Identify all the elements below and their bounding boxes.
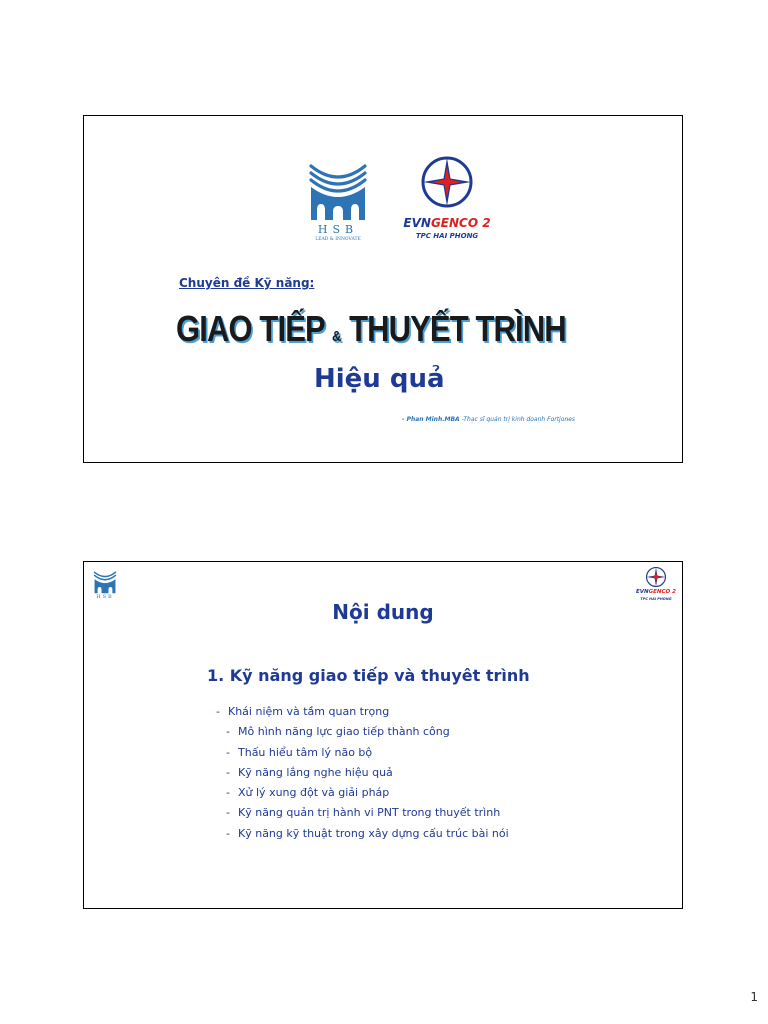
hsb-logo-name: HSB xyxy=(317,223,359,236)
author-name: - Phan Minh.MBA xyxy=(402,416,460,423)
title-ampersand: & xyxy=(331,328,342,345)
hsb-logo xyxy=(307,160,369,245)
list-item: - Thấu hiểu tâm lý não bộ xyxy=(226,745,373,759)
hsb-bridge-icon xyxy=(92,570,118,594)
topic-label: Chuyên đề Kỹ năng: xyxy=(179,276,315,290)
evn-brand: EVNGENCO 2 xyxy=(636,589,676,595)
contents-list xyxy=(216,705,509,847)
list-item: - Mô hình năng lực giao tiếp thành công xyxy=(226,725,450,739)
main-title xyxy=(176,308,566,350)
list-item: - Kỹ năng kỹ thuật trong xây dựng cấu trúc bài nói xyxy=(226,826,509,840)
hsb-bridge-icon xyxy=(307,160,369,222)
hsb-logo-name: HSB xyxy=(96,594,114,600)
slide-title xyxy=(83,115,683,463)
list-item: - Xử lý xung đột và giải pháp xyxy=(226,786,390,800)
hsb-logo-small xyxy=(92,570,118,602)
evn-logo xyxy=(397,154,497,244)
page-number: 1 xyxy=(750,990,758,1004)
section-heading: 1. Kỹ năng giao tiếp và thuyêt trình xyxy=(207,666,530,685)
title-part-2: THUYẾT TRÌNH xyxy=(349,308,566,349)
slide-contents xyxy=(83,561,683,909)
evn-logo-small xyxy=(636,566,676,604)
author-description: -Thạc sĩ quản trị kinh doanh Fortjones xyxy=(461,416,576,423)
author-line xyxy=(402,416,575,423)
evn-compass-star-icon xyxy=(645,566,667,588)
evn-compass-star-icon xyxy=(419,154,475,210)
title-part-1: GIAO TIẾP xyxy=(176,308,325,349)
contents-title: Nội dung xyxy=(332,600,434,624)
list-item: - Kỹ năng quản trị hành vi PNT trong thuyết trình xyxy=(226,806,501,820)
list-item: - Khái niệm và tầm quan trọng xyxy=(216,705,390,718)
hsb-logo-tagline: LEAD & INNOVATE xyxy=(315,237,361,242)
list-item: - Kỹ năng lắng nghe hiệu quả xyxy=(226,765,393,779)
subtitle: Hiệu quả xyxy=(314,364,445,394)
evn-brand: EVNGENCO 2 xyxy=(403,216,491,230)
evn-subtitle: TPC HAI PHONG xyxy=(640,597,672,601)
evn-subtitle: TPC HAI PHONG xyxy=(415,232,479,240)
